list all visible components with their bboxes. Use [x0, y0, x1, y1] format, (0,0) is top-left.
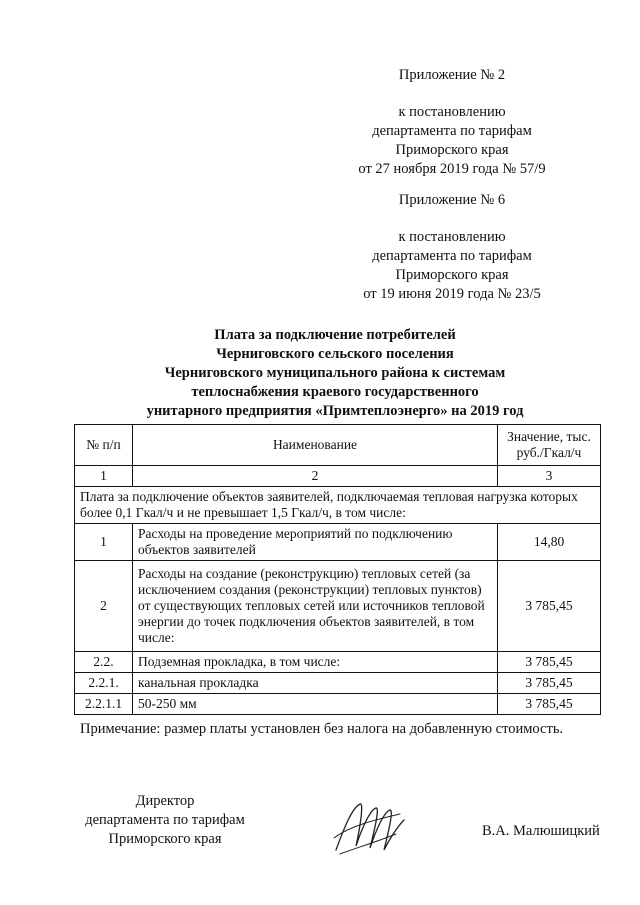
title-line: Плата за подключение потребителей: [214, 327, 456, 343]
row-number: 2: [75, 561, 133, 652]
signatory-name: В.А. Малюшицкий: [482, 823, 600, 839]
appendix-6-line: от 19 июня 2019 года № 23/5: [363, 286, 541, 302]
row-number: 1: [75, 524, 133, 561]
row-name: канальная прокладка: [133, 673, 498, 694]
row-name: Расходы на проведение мероприятий по подключению объектов заявителей: [133, 524, 498, 561]
table-row: [75, 652, 601, 673]
col-number: 1: [75, 466, 133, 487]
header-name: Наименование: [133, 425, 498, 466]
section-row: [75, 487, 601, 524]
appendix-6-block: [322, 191, 582, 304]
table-row: [75, 561, 601, 652]
document-title: [60, 326, 610, 421]
row-number: 2.2.: [75, 652, 133, 673]
title-line: Черниговского сельского поселения: [216, 346, 454, 362]
column-number-row: [75, 466, 601, 487]
appendix-2-block: [322, 66, 582, 179]
appendix-6-line: Приморского края: [395, 267, 509, 283]
table-row: [75, 524, 601, 561]
position-line: Приморского края: [108, 831, 222, 847]
row-number: 2.2.1.1: [75, 694, 133, 715]
appendix-6-title: Приложение № 6: [398, 192, 506, 208]
appendix-6-line: к постановлению: [398, 229, 506, 245]
table-row: [75, 673, 601, 694]
row-value: 3 785,45: [498, 561, 601, 652]
header-number: № п/п: [75, 425, 133, 466]
table-header-row: [75, 425, 601, 466]
row-name: 50-250 мм: [133, 694, 498, 715]
appendix-2-line: от 27 ноября 2019 года № 57/9: [358, 161, 546, 177]
appendix-2-line: департамента по тарифам: [372, 123, 532, 139]
row-name: Подземная прокладка, в том числе:: [133, 652, 498, 673]
section-text: Плата за подключение объектов заявителей, подключаемая тепловая нагрузка которых более 0,1 Гкал/ч и не превышает 1,5 Гкал/ч, в том числе:: [75, 487, 601, 524]
title-line: унитарного предприятия «Примтеплоэнерго» на 2019 год: [146, 403, 524, 419]
appendix-2-line: к постановлению: [398, 104, 506, 120]
row-number: 2.2.1.: [75, 673, 133, 694]
fees-table: [74, 424, 601, 715]
title-line: теплоснабжения краевого государственного: [191, 384, 479, 400]
appendix-2-line: Приморского края: [395, 142, 509, 158]
col-number: 2: [133, 466, 498, 487]
table-row: [75, 694, 601, 715]
title-line: Черниговского муниципального района к системам: [164, 365, 506, 381]
header-value: Значение, тыс. руб./Гкал/ч: [498, 425, 601, 466]
vat-note: Примечание: размер платы установлен без налога на добавленную стоимость.: [80, 721, 564, 737]
position-line: Директор: [135, 793, 195, 809]
row-value: 3 785,45: [498, 652, 601, 673]
appendix-6-line: департамента по тарифам: [372, 248, 532, 264]
row-value: 14,80: [498, 524, 601, 561]
handwritten-signature: [330, 798, 410, 860]
col-number: 3: [498, 466, 601, 487]
row-value: 3 785,45: [498, 694, 601, 715]
appendix-2-title: Приложение № 2: [398, 67, 506, 83]
row-value: 3 785,45: [498, 673, 601, 694]
position-line: департамента по тарифам: [85, 812, 245, 828]
row-name: Расходы на создание (реконструкцию) тепловых сетей (за исключением создания (реконструкции) тепловых пунктов) от существующих тепловых сетей или источников тепловой энергии до точек подключения объектов заявителей, в том числе:: [133, 561, 498, 652]
signatory-position: [72, 792, 258, 849]
